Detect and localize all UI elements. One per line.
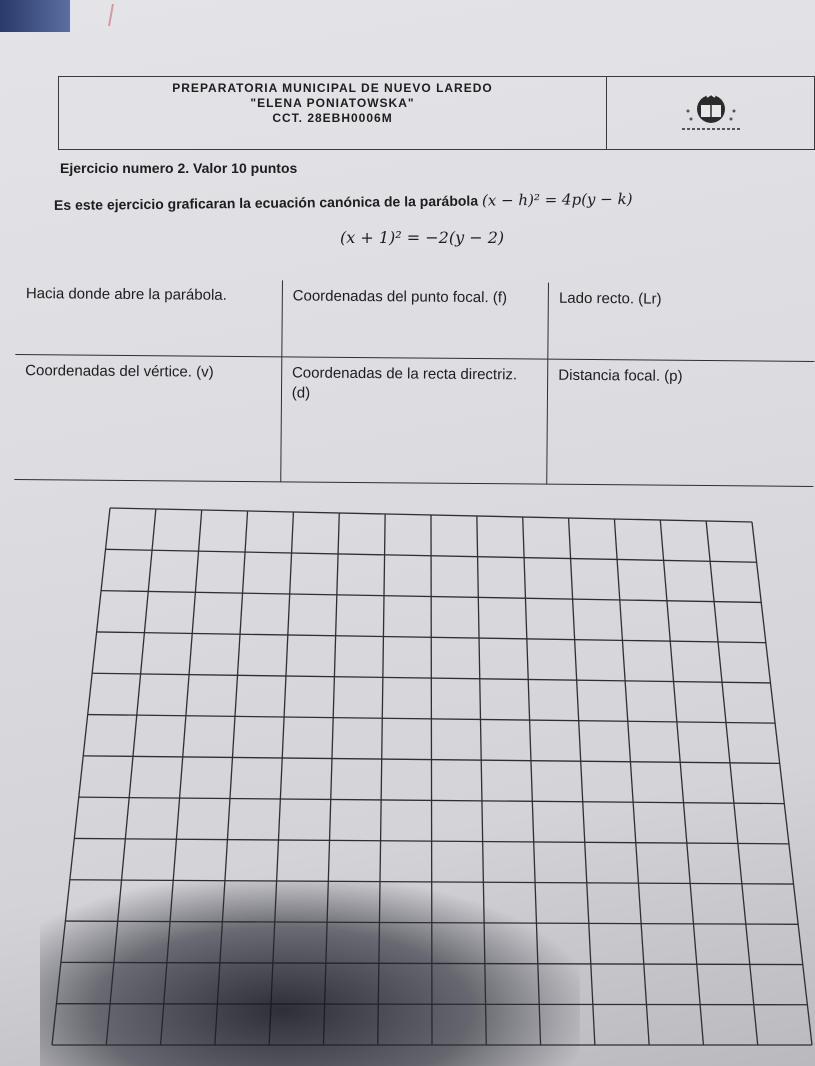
cell-focus-coordinates[interactable]: Coordenadas del punto focal. (f): [282, 280, 549, 359]
school-info: [59, 77, 607, 149]
school-cct: CCT. 28EBH0006M: [272, 111, 393, 125]
grid-vertical-line: [161, 510, 202, 1045]
cell-latus-rectum[interactable]: Lado recto. (Lr): [548, 283, 815, 362]
grid-vertical-line: [569, 518, 595, 1045]
pen-stroke: [108, 4, 154, 26]
cell-focal-distance[interactable]: Distancia focal. (p): [547, 359, 814, 486]
grid-vertical-line: [106, 509, 156, 1045]
school-logo-icon: [674, 89, 748, 137]
parabola-equation: (x + 1)² = −2(y − 2): [340, 228, 505, 247]
grid-horizontal-line: [56, 1004, 807, 1005]
school-subtitle: "ELENA PONIATOWSKA": [250, 96, 415, 110]
logo-cell: [607, 77, 814, 149]
instruction-text: Es este ejercicio graficaran la ecuación canónica de la parábola: [53, 192, 479, 213]
grid-vertical-line: [660, 520, 703, 1045]
graph-grid[interactable]: [0, 500, 815, 1066]
grid-vertical-line: [752, 522, 812, 1045]
answer-table: [14, 278, 815, 487]
grid-vertical-line: [614, 519, 649, 1045]
table-row: [15, 278, 815, 362]
cell-vertex-coordinates[interactable]: Coordenadas del vértice. (v): [14, 355, 281, 482]
grid-vertical-line: [706, 521, 758, 1045]
grid-vertical-line: [477, 516, 486, 1045]
grid-vertical-line: [523, 517, 541, 1045]
school-header: [58, 76, 815, 150]
grid-vertical-line: [269, 512, 293, 1045]
grid-vertical-line: [52, 508, 110, 1045]
cell-directrix[interactable]: Coordenadas de la recta directriz. (d): [281, 357, 548, 484]
table-row: [14, 355, 814, 487]
canonical-form-formula: (x − h)² = 4p(y − k): [481, 189, 633, 210]
grid-vertical-line: [323, 513, 339, 1045]
grid-vertical-line: [378, 514, 385, 1045]
grid-vertical-line: [431, 515, 432, 1045]
school-name: PREPARATORIA MUNICIPAL DE NUEVO LAREDO: [172, 81, 493, 95]
top-dark-object: [0, 0, 70, 32]
exercise-instruction: [54, 190, 633, 214]
exercise-title: Ejercicio numero 2. Valor 10 puntos: [60, 160, 298, 176]
grid-vertical-line: [215, 511, 248, 1045]
cell-opening-direction[interactable]: Hacia donde abre la parábola.: [15, 278, 282, 357]
